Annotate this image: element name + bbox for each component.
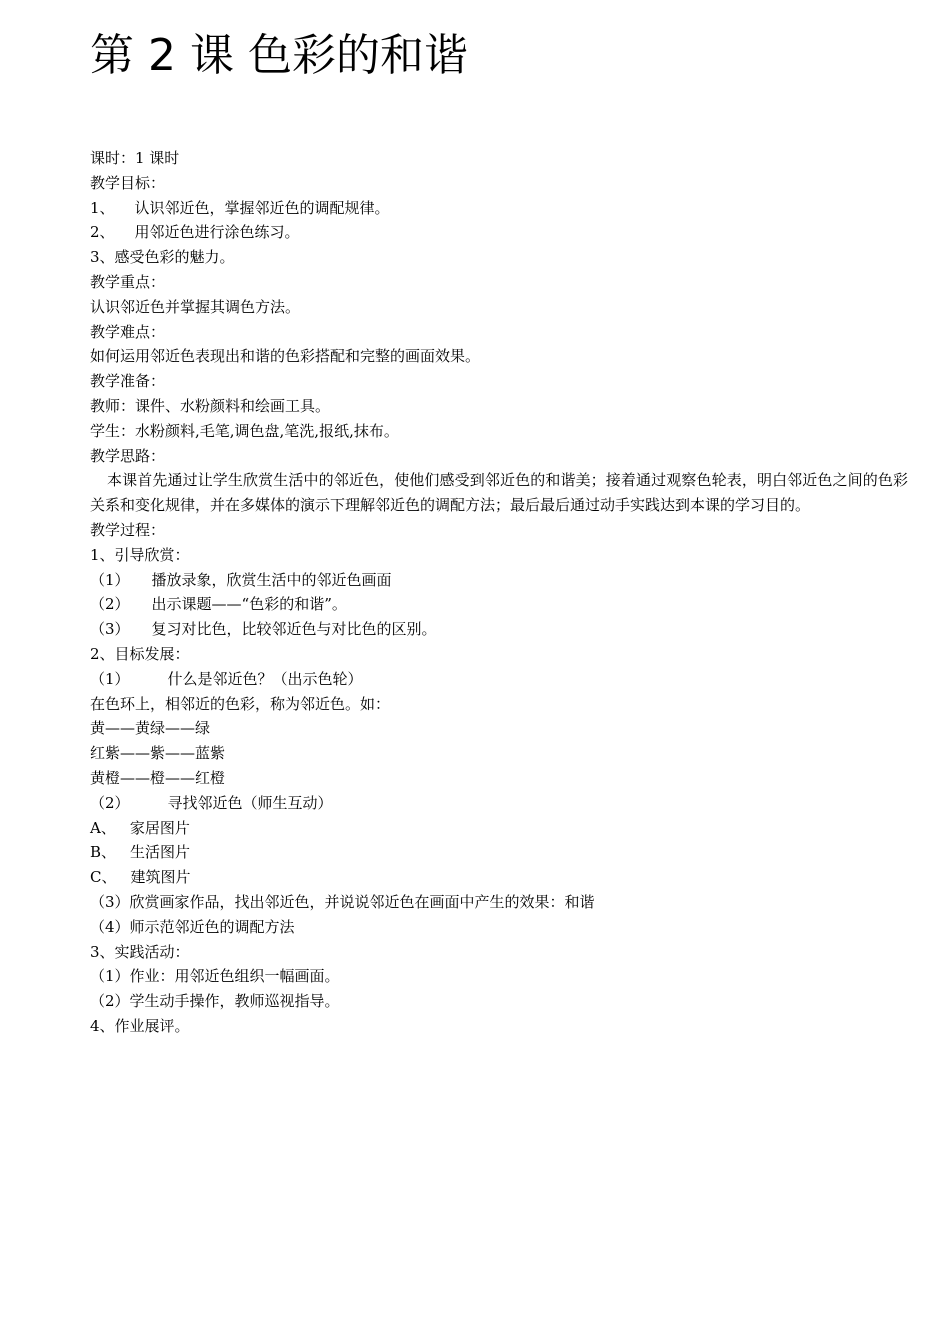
item-text: 建筑图片 (130, 868, 191, 887)
sub-item: （1）作业：用邻近色组织一幅画面。 (90, 967, 340, 986)
sub-item (90, 617, 908, 642)
item-text: 认识邻近色，掌握邻近色的调配规律。 (134, 198, 390, 217)
item-letter: C、 (90, 868, 117, 887)
item-text: 家居图片 (129, 818, 190, 837)
item-number: （1） (90, 669, 130, 688)
step-heading: 1、引导欣赏： (90, 545, 190, 564)
heading-difficulties: 教学难点： (90, 322, 166, 341)
sub-item: （4）师示范邻近色的调配方法 (90, 917, 295, 936)
heading-teaching-idea: 教学思路： (90, 446, 166, 465)
sub-item (90, 791, 908, 816)
item-text: 出示课题——“色彩的和谐”。 (151, 595, 347, 614)
step-heading: 3、实践活动： (90, 942, 190, 961)
color-sequence: 黄橙——橙——红橙 (90, 768, 226, 787)
item-letter: B、 (90, 843, 117, 862)
lettered-item (90, 865, 908, 890)
sub-item (90, 667, 908, 692)
item-text: 生活图片 (130, 843, 191, 862)
color-sequence: 黄——黄绿——绿 (90, 719, 211, 738)
item-text: 播放录象，欣赏生活中的邻近色画面 (151, 570, 392, 589)
item-number: （3） (90, 620, 130, 639)
step-heading: 4、作业展评。 (90, 1016, 190, 1035)
item-text: 寻找邻近色（师生互动） (167, 793, 333, 812)
lettered-item (90, 840, 908, 865)
objective-item (90, 220, 908, 245)
difficulties-text: 如何运用邻近色表现出和谐的色彩搭配和完整的画面效果。 (90, 347, 481, 366)
sub-item (90, 592, 908, 617)
item-text: 什么是邻近色？（出示色轮） (167, 669, 363, 688)
lettered-item (90, 816, 908, 841)
lesson-body (90, 146, 908, 1039)
item-number: （2） (90, 595, 130, 614)
definition-text: 在色环上，相邻近的色彩，称为邻近色。如： (90, 694, 391, 713)
lesson-title: 第 2 课 色彩的和谐 (90, 30, 468, 81)
item-number: 1、 (90, 198, 115, 217)
heading-process: 教学过程： (90, 520, 166, 539)
sub-item: （2）学生动手操作，教师巡视指导。 (90, 992, 340, 1011)
item-number: 2、 (90, 223, 115, 242)
item-text: 用邻近色进行涂色练习。 (134, 223, 300, 242)
teaching-idea-paragraph: 本课首先通过让学生欣赏生活中的邻近色，使他们感受到邻近色的和谐美；接着通过观察色轮表，明白邻近色之间的色彩关系和变化规律，并在多媒体的演示下理解邻近色的调配方法；最后最后通过动手实践达到本课的学习目的。 (90, 471, 908, 515)
color-sequence: 红紫——紫——蓝紫 (90, 744, 226, 763)
class-hours: 课时：1 课时 (90, 149, 180, 167)
item-number: （1） (90, 570, 130, 589)
heading-preparation: 教学准备： (90, 372, 166, 391)
item-text: 复习对比色，比较邻近色与对比色的区别。 (151, 620, 437, 639)
step-heading: 2、目标发展： (90, 644, 190, 663)
objective-item (90, 196, 908, 221)
heading-objectives: 教学目标： (90, 173, 166, 192)
objective-item: 3、感受色彩的魅力。 (90, 248, 235, 267)
sub-item (90, 568, 908, 593)
sub-item: （3）欣赏画家作品，找出邻近色，并说说邻近色在画面中产生的效果：和谐 (90, 892, 595, 911)
key-points-text: 认识邻近色并掌握其调色方法。 (90, 297, 301, 316)
item-letter: A、 (90, 818, 116, 837)
student-preparation: 学生：水粉颜料,毛笔,调色盘,笔洗,报纸,抹布。 (90, 421, 399, 440)
teacher-preparation: 教师：课件、水粉颜料和绘画工具。 (90, 396, 331, 415)
item-number: （2） (90, 793, 130, 812)
heading-key-points: 教学重点： (90, 272, 166, 291)
